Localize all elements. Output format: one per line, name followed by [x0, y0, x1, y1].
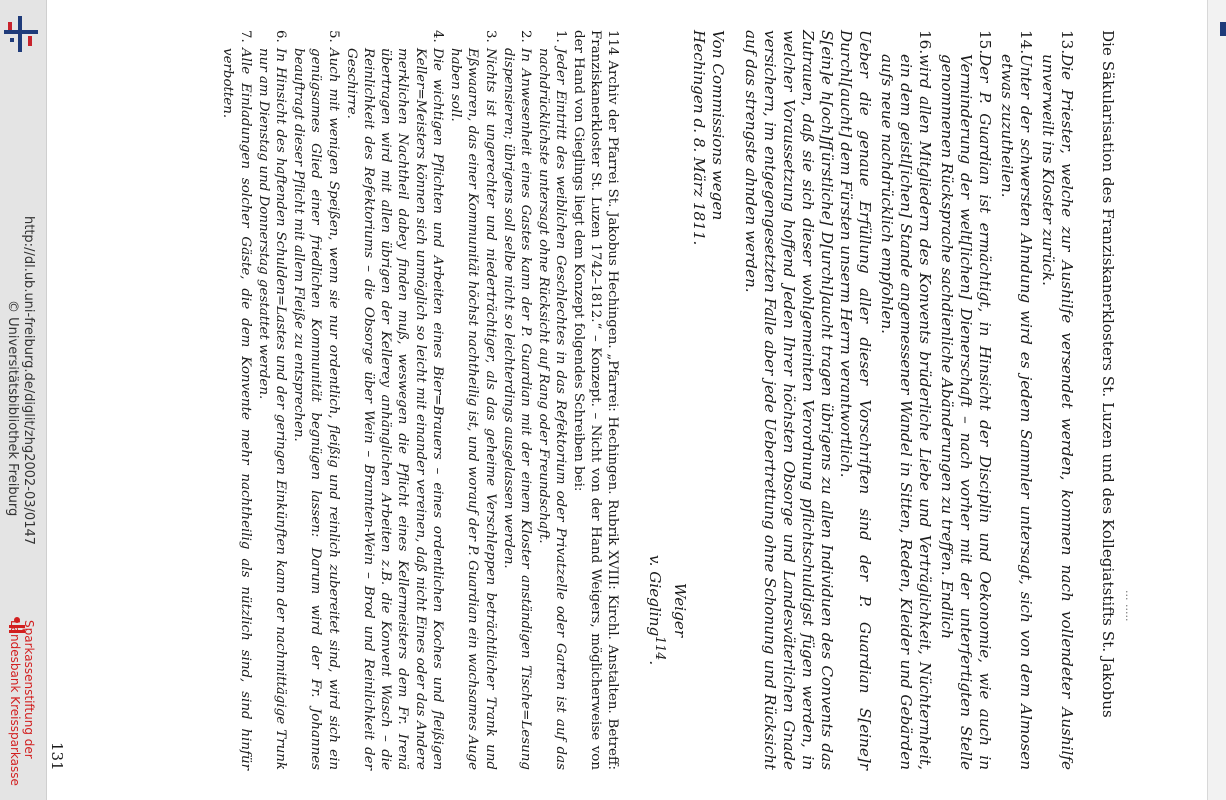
footnote-item-number: 5. — [325, 30, 341, 43]
footnote-item-text: Alle Einladungen solcher Gäste, die dem Konvente mehr nachtheilig als nützlich sind, sind hinfür verbotten. — [220, 48, 253, 770]
item-text: Der P. Guardian ist ermächtigt, in Hinsicht der Disciplin und Oekonomie, wie auch in Verminderung der welt[lichen] Dienerschaft – nach vorher mit der unterfertigten Stelle genommenen Rücksprache sachdienliche Abänderungen zu treffen. Endlich — [938, 54, 994, 770]
footnote-item — [219, 30, 253, 770]
signature-2-end: . — [645, 660, 664, 666]
list-item — [937, 30, 994, 770]
item-number: 15. — [976, 30, 994, 55]
item-number: 16. — [916, 30, 934, 55]
right-strip — [1207, 0, 1226, 800]
body-paragraph: Ueber die genaue Erfüllung aller dieser Vorschriften sind der P. Guardian S[eine]r Durchl[aucht] dem Fürsten unserm Herrn verantwortlich. — [837, 30, 874, 770]
footnote-item-number: 4. — [429, 30, 445, 43]
footnote-list — [219, 30, 569, 770]
sponsor-text — [8, 620, 36, 786]
footnote-item-text: Nichts ist ungerechter und niederträchtiger, als das geheime Verschleppen beträchtlicher Trank und Eßwaaren, das einer Kommunität höchst nachtheilig ist, und worauf der P. Guardian ein wachsames Auge haben soll. — [448, 48, 498, 770]
closing-line-2: Hechingen d. 8. März 1811. — [690, 30, 708, 246]
page-number: 131 — [48, 742, 66, 771]
item-number: 13. — [1058, 30, 1076, 55]
signature-2-name: v. Giegling — [645, 554, 664, 637]
footnote-item-text: In Anwesenheit eines Gastes kann der P. Guardian mit der einem Kloster anständigen Tische=Lesung dispensieren; übrigens soll selbe nicht so leichterdings ausgelassen werden. — [500, 48, 533, 770]
closing-line-1: Von Commissions wegen — [709, 30, 727, 221]
footnote — [219, 30, 621, 770]
item-text: Unter der schwersten Ahndung wird es jedem Sammler untersagt, sich von dem Almosen etwas zuzutheilen. — [998, 54, 1035, 770]
footnote-ref[interactable]: 114 — [653, 636, 668, 661]
footnote-item — [290, 30, 342, 770]
footnote-item — [500, 30, 534, 770]
footnote-item-number: 3. — [482, 30, 498, 43]
sponsor-line-2: Landesbank Kreissparkasse — [8, 620, 22, 786]
footnote-item-text: Die wichtigen Pflichten und Arbeiten eines Bier=Brauers – eines ordentlichen Koches und fleißigen Keller=Meisters können sich unmöglich so leicht mit einander vereinen, daß nicht Eines oder das Andere merklichen Nachtheil dabey finden muß, weswegen die Pflicht eines Kellermeisters dem Fr. Irenä übertragen wird mit allen übrigen der Kellerey anhänglichen Arbeiten z.B. die Konvent Wasch – die Reinlichkeit des Refektoriums – die Obsorge über Wein – Brannten-Wein – Brod und Reinlichkeit der Geschirre. — [343, 48, 445, 770]
sponsor-line-1: Sparkassenstiftung der — [22, 620, 36, 759]
footnote-item-number: 1. — [553, 30, 569, 43]
corner-marker — [1220, 22, 1226, 36]
signature-2 — [645, 30, 670, 770]
signature-1: Weiger — [671, 582, 689, 638]
footnote-item-number: 6. — [273, 30, 289, 43]
footnote-item — [535, 30, 569, 770]
running-title: Die Säkularisation des Franziskanerklosters St. Luzen und des Kollegiatstifts St. Jakobus — [1099, 30, 1117, 718]
cut-fragment: ... ..... — [1123, 590, 1136, 622]
footnote-item-text: In Hinsicht des haftenden Schulden=Lastes und der geringen Einkünften kann der nachmittägige Trunk nur am Dienstag und Donnerstag gestattet werden. — [255, 48, 289, 770]
footnote-item — [255, 30, 289, 770]
item-text: wird allen Mitgliedern des Konvents brüderliche Liebe und Verträglichkeit, Nüchternheit, ein dem geistl[ichen] Stande angemessener Wandel in Sitten, Reden, Kleider und Gebärden aufs neue nachdrücklich empfohlen. — [878, 54, 934, 770]
item-text: Die Priester, welche zur Aushilfe versendet werden, kommen nach vollendeter Aushilfe unverweilt ins Kloster zurück. — [1039, 54, 1076, 770]
library-logo-icon — [4, 16, 38, 52]
numbered-items — [877, 30, 1076, 770]
closing-block — [645, 30, 727, 770]
footnote-item — [343, 30, 446, 770]
footnote-item-number: 2. — [517, 30, 533, 43]
copyright-line: © Universitätsbibliothek Freiburg — [5, 300, 20, 517]
footnote-item-number: 7. — [237, 30, 253, 43]
body-paragraph: S[ein]e h[och]f[ürstliche] D[urchl]aucht tragen übrigens zu allen Individuen des Convents das Zutrauen, daß sie sich dieser wohlgemeinten Verordnung pflichtschuldigst fügen werden, in welcher Voraussetzung hoffend Jeden Ihrer höchsten Obsorge und Landesväterlichen Gnade versichern, im entgegengesetzten Falle aber jede Uebertrettung ohne Schonung und Rücksicht auf das strengste ahnden werden. — [742, 30, 836, 770]
list-item — [877, 30, 934, 770]
footnote-item — [447, 30, 499, 770]
list-item — [1038, 30, 1076, 770]
footnote-lead: 114 Archiv der Pfarrei St. Jakobus Hechingen. „Pfarrei: Hechingen. Rubrik XVIII: Kirchl. Anstalten. Betreff: Franziskanerkloster St. Luzen 1742–1812.“ – Konzept. – Nicht von der Hand Weigers, möglicherweise von der Hand von Gieglings liegt dem Konzept folgendes Schreiben bei: — [570, 30, 620, 770]
document-page — [48, 30, 1136, 771]
item-number: 14. — [1017, 30, 1035, 55]
list-item — [997, 30, 1035, 770]
footnote-item-text: Jeder Eintritt des weiblichen Geschlechtes in das Refektorium oder Privatzelle oder Garten ist auf das nachdrücklichste untersagt ohne Rücksicht auf Rang oder Freundschaft. — [536, 48, 569, 770]
document-url[interactable]: http://dl.ub.uni-freiburg.de/diglit/zhg2002-03/0147 — [21, 216, 36, 546]
footnote-item-text: Auch mit wenigen Speißen, wenn sie nur ordentlich, fleißig und reinlich zubereitet sind, wird sich ein genügsames Glied einer friedlichen Kommunität begnügen lassen: Darum wird der Fr. Johannes beauftragt dieser Pflicht mit allem Fleiße zu entsprechen. — [291, 48, 341, 770]
